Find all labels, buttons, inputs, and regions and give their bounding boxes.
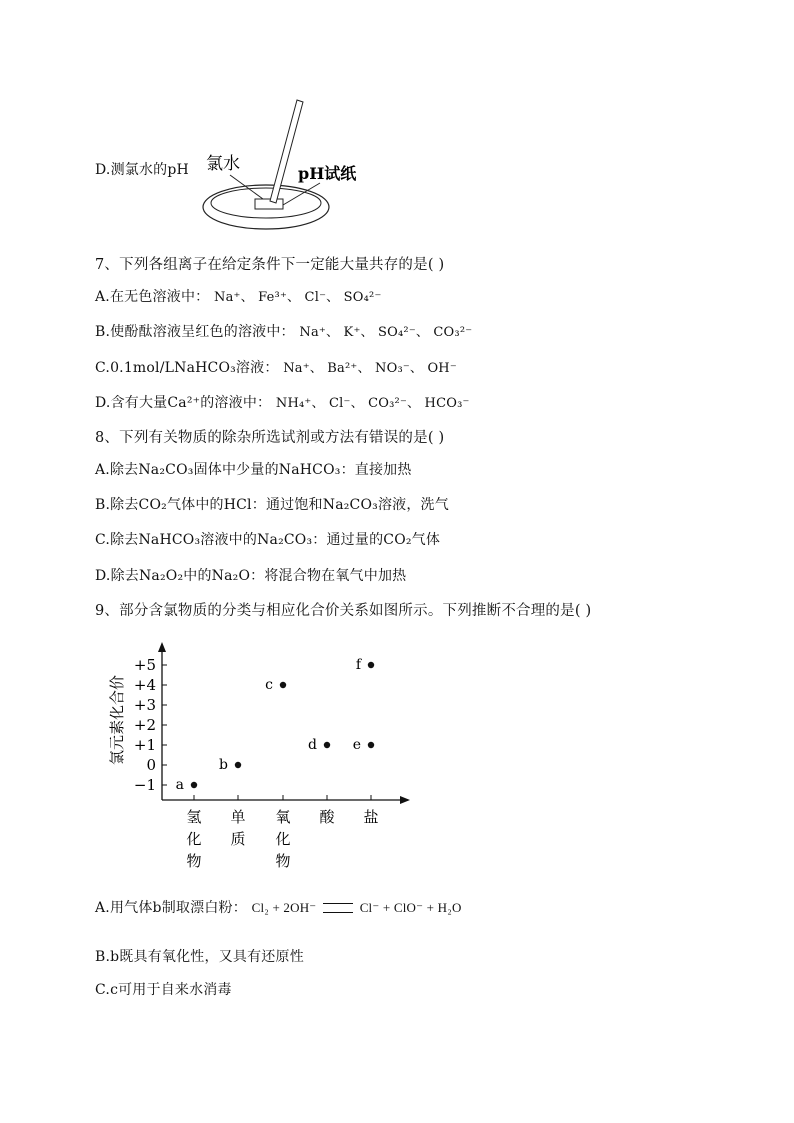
x-category-label	[230, 808, 245, 848]
paper-label: pH试纸	[298, 164, 357, 183]
q7-b-prefix: B.使酚酞溶液呈红色的溶液中：	[95, 324, 295, 340]
chlorine-valence-chart	[100, 630, 430, 870]
point-label-e: e	[352, 737, 361, 753]
point-e	[368, 742, 374, 748]
q9-stem: 9、部分含氯物质的分类与相应化合价关系如图所示。下列推断不合理的是( )	[95, 603, 592, 619]
q9-option-b: B.b既具有氧化性，又具有还原性	[95, 949, 304, 965]
point-d	[324, 742, 330, 748]
y-tick-label: 0	[146, 756, 156, 774]
q7-c-ions: Na⁺、 Ba²⁺、 NO₃⁻、 OH⁻	[283, 361, 457, 376]
q8-stem: 8、下列有关物质的除杂所选试剂或方法有错误的是( )	[95, 430, 445, 446]
q7-d-prefix: D.含有大量Ca²⁺的溶液中：	[95, 395, 272, 411]
q7-option-a	[95, 287, 382, 308]
point-label-a: a	[175, 777, 184, 793]
q8-option-a: A.除去Na₂CO₃固体中少量的NaHCO₃：直接加热	[95, 462, 412, 478]
svg-text:盐: 盐	[363, 808, 379, 826]
x-category-label	[186, 808, 201, 870]
q7-option-c	[95, 358, 457, 379]
q7-stem: 7、下列各组离子在给定条件下一定能大量共存的是( )	[95, 257, 445, 273]
point-f	[368, 662, 374, 668]
point-c	[280, 682, 286, 688]
svg-text:物: 物	[186, 852, 202, 870]
y-tick-label: +3	[133, 696, 156, 714]
q9-option-c: C.c可用于自来水消毒	[95, 982, 232, 998]
svg-text:酸: 酸	[319, 808, 335, 826]
point-label-d: d	[308, 737, 317, 753]
point-b	[235, 762, 241, 768]
point-label-b: b	[219, 757, 228, 773]
point-label-c: c	[265, 677, 273, 693]
y-tick-label: +5	[133, 656, 156, 674]
y-tick-label: −1	[133, 776, 156, 794]
q9-option-a	[95, 898, 462, 918]
y-tick-label: +2	[133, 716, 156, 734]
y-tick-label: +1	[133, 736, 156, 754]
q7-a-ions: Na⁺、 Fe³⁺、 Cl⁻、 SO₄²⁻	[214, 290, 382, 305]
q8-option-c: C.除去NaHCO₃溶液中的Na₂CO₃：通过量的CO₂气体	[95, 532, 441, 548]
q9-a-eq-right: Cl⁻ + ClO⁻ + H₂O	[359, 900, 462, 915]
q7-c-prefix: C.0.1mol/LNaHCO₃溶液：	[95, 360, 279, 376]
point-label-f: f	[355, 657, 361, 673]
q7-option-b	[95, 322, 472, 343]
point-a	[191, 782, 197, 788]
water-leader-line	[230, 175, 263, 199]
y-axis-label: 氯元素化合价	[108, 674, 126, 766]
svg-text:氢: 氢	[186, 808, 202, 826]
ph-test-illustration	[200, 95, 370, 245]
x-category-label	[363, 808, 378, 826]
equals-sign	[323, 903, 353, 913]
x-category-label	[319, 808, 335, 826]
q6-option-d	[95, 160, 189, 180]
water-label: 氯水	[206, 154, 240, 174]
q7-d-ions: NH₄⁺、 Cl⁻、 CO₃²⁻、 HCO₃⁻	[275, 396, 470, 411]
svg-text:质: 质	[230, 830, 246, 848]
y-tick-label: +4	[133, 676, 156, 694]
ph-paper	[255, 199, 283, 209]
q7-option-d	[95, 393, 470, 414]
q7-b-ions: Na⁺、 K⁺、 SO₄²⁻、 CO₃²⁻	[299, 325, 473, 340]
svg-text:化: 化	[275, 830, 291, 848]
q9-a-prefix: A.用气体b制取漂白粉：	[95, 900, 247, 916]
svg-text:物: 物	[275, 852, 291, 870]
q8-option-d: D.除去Na₂O₂中的Na₂O：将混合物在氧气中加热	[95, 568, 407, 584]
svg-text:化: 化	[186, 830, 202, 848]
svg-text:单: 单	[230, 808, 246, 826]
x-axis-arrow	[400, 796, 410, 804]
q6-option-d-text: D.测氯水的pH	[95, 162, 189, 178]
q8-option-b: B.除去CO₂气体中的HCl：通过饱和Na₂CO₃溶液，洗气	[95, 497, 449, 513]
y-axis-arrow	[158, 642, 166, 652]
x-category-label	[275, 808, 290, 870]
q7-a-prefix: A.在无色溶液中：	[95, 289, 210, 305]
q9-a-eq-left: Cl₂ + 2OH⁻	[251, 900, 317, 915]
svg-text:氧: 氧	[275, 808, 291, 826]
